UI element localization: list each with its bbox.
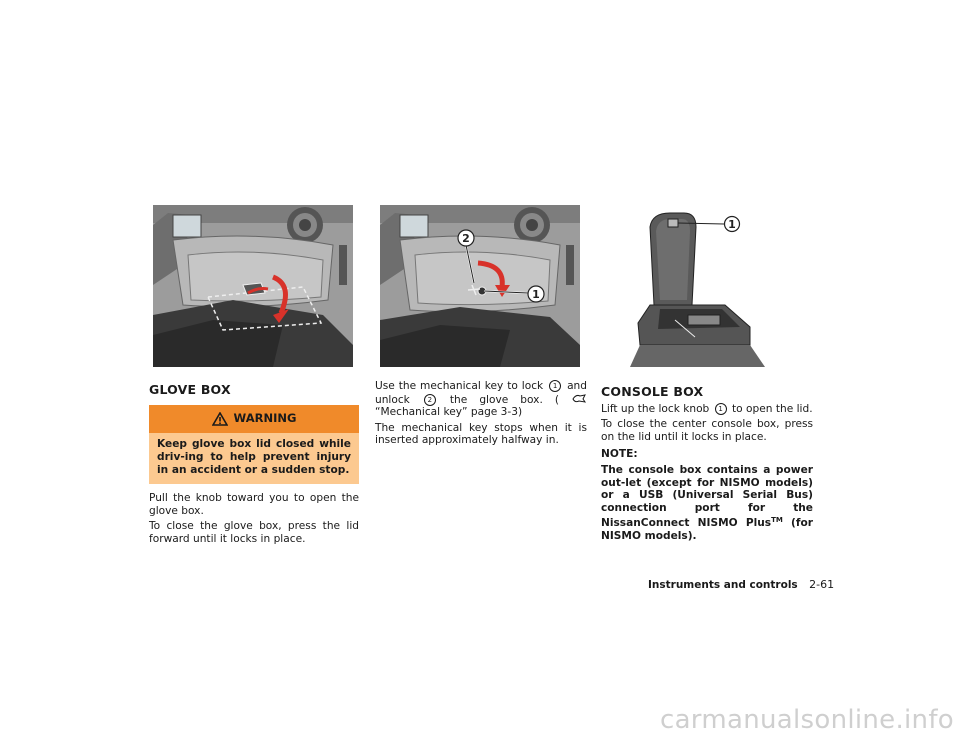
glove-box-illustration [153, 205, 353, 367]
warning-label: WARNING [233, 411, 297, 426]
glove-box-key-illustration [380, 205, 580, 367]
mechanical-key-text-c: the glove box. ( [449, 393, 559, 406]
note-tail: (for NISMO models). [601, 517, 813, 542]
glove-box-section [149, 384, 359, 549]
warning-triangle-icon [212, 412, 228, 426]
page-footer [648, 578, 835, 591]
watermark-text: carmanualsonline.info [659, 705, 954, 735]
callout-1-inline: 1 [549, 380, 561, 392]
warning-box [149, 405, 359, 485]
mechanical-key-text-b: and unlock [375, 380, 587, 406]
glove-box-heading: GLOVE BOX [149, 382, 231, 397]
console-box-text-b: to open the lid. [732, 402, 813, 415]
fig2-callout-2-label: 2 [462, 232, 470, 245]
note-text [601, 464, 813, 543]
console-box-illustration [630, 205, 770, 367]
fig2-callout-1-label: 1 [532, 288, 540, 301]
page-reference-icon [571, 393, 587, 404]
console-box-open-text [601, 403, 813, 416]
console-box-close-text: To close the center console box, press on the lid until it locks in place. [601, 418, 813, 443]
footer-page-number: 2-61 [809, 578, 835, 591]
warning-text: Keep glove box lid closed while driv-ing to help prevent injury in an accident or a sudden stop. [149, 433, 359, 485]
trademark-mark: TM [771, 516, 783, 525]
footer-section-title: Instruments and controls [648, 579, 798, 591]
console-box-text-a: Lift up the lock knob [601, 402, 710, 415]
console-box-heading: CONSOLE BOX [601, 384, 704, 399]
mechanical-key-stop-text: The mechanical key stops when it is inserted approximately halfway in. [375, 421, 587, 447]
console-callout-1-inline: 1 [715, 403, 727, 415]
mechanical-key-text-d: “Mechanical key” page 3-3) [375, 406, 523, 419]
fig3-callout-1-label: 1 [728, 218, 736, 231]
callout-2-inline: 2 [424, 394, 436, 406]
mechanical-key-section [375, 380, 587, 450]
note-label: NOTE: [601, 448, 638, 461]
note-body: The console box contains a power out-let (except for NISMO models) or a USB (Universal Serial Bus) connection port for the NissanConnect NISMO Plus [601, 463, 813, 530]
console-box-section [601, 386, 813, 546]
mechanical-key-text-a: Use the mechanical key to lock [375, 380, 544, 392]
glove-box-open-text: Pull the knob toward you to open the glove box. [149, 492, 359, 517]
glove-box-close-text: To close the glove box, press the lid forward until it locks in place. [149, 520, 359, 545]
warning-header [149, 405, 359, 433]
mechanical-key-text [375, 380, 587, 419]
